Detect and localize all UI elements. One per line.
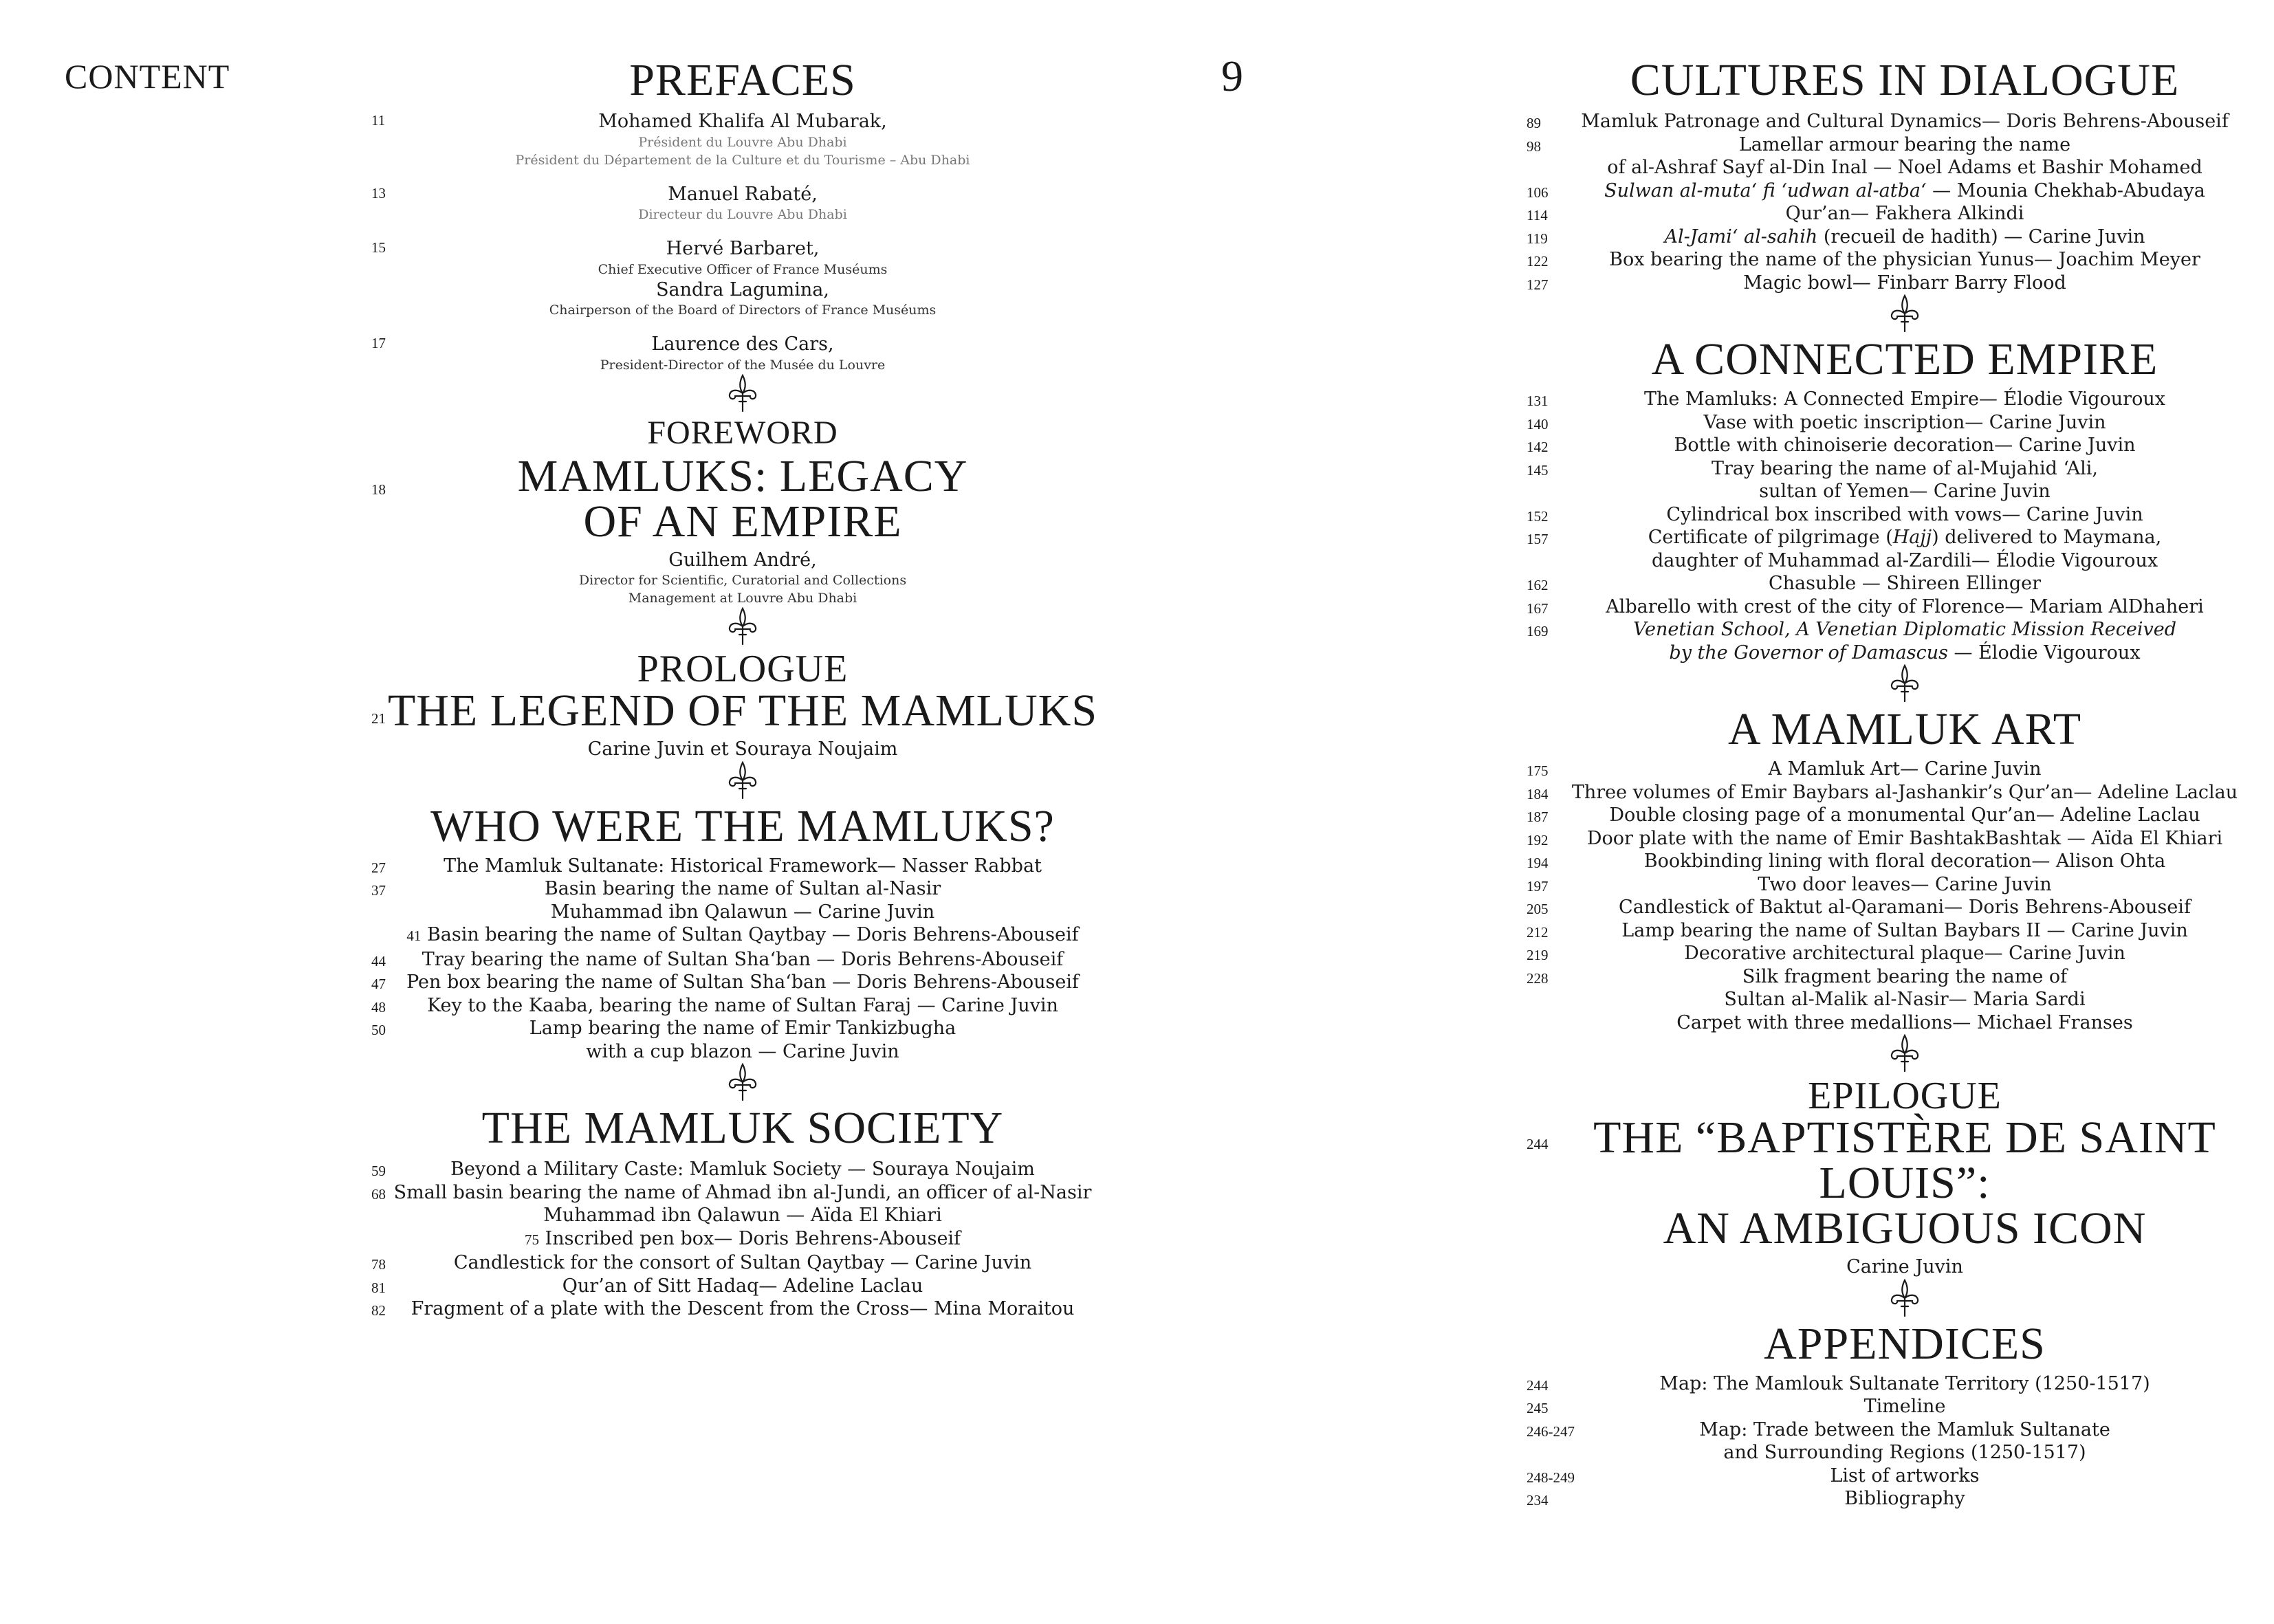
foreword-role: Management at Louvre Abu Dhabi [628,591,857,606]
page-ref: 11 [371,112,386,129]
toc-entry [1527,988,2274,1011]
preface-role: Président du Louvre Abu Dhabi [638,134,847,150]
entry-text: (recueil de hadith) — Carine Juvin [1817,226,2145,248]
entry-text: Qur’an— Fakhera Alkindi [1785,203,2024,224]
fleur-de-lis-icon [1527,1034,2274,1077]
toc-entry [1527,804,2274,827]
toc-entry [371,1158,1114,1181]
toc-entry [1527,919,2274,943]
left-column [371,0,1114,1321]
toc-entry [371,855,1114,878]
page-ref: 234 [1527,1492,1549,1508]
preface-role: Président du Département de la Culture et du Tourisme – Abu Dhabi [515,152,970,168]
preface-role: Directeur du Louvre Abu Dhabi [638,207,847,222]
toc-entry [1527,618,2274,641]
toc-entry [371,1017,1114,1040]
toc-entry [371,1227,1114,1252]
page-ref: 50 [371,1022,386,1038]
entry-text: Magic bowl— Finbarr Barry Flood [1743,272,2066,294]
page-ref: 162 [1527,577,1549,593]
entry-text: and Surrounding Regions (1250-1517) [1723,1442,2086,1463]
entry-text: Tray bearing the name of Sultan Sha‘ban — Doris Behrens-Abouseif [422,948,1064,970]
page-ref: 15 [371,239,386,256]
toc-entry [371,1297,1114,1321]
fleur-de-lis-icon [1527,664,2274,707]
entry-text: Vase with poetic inscription— Carine Juvin [1703,411,2106,433]
entry-text: Lamellar armour bearing the name [1738,133,2071,155]
toc-entry [1527,965,2274,989]
entry-text: Bottle with chinoiserie decoration— Carine Juvin [1674,435,2136,456]
page-ref: 119 [1527,230,1548,247]
foreword-title: MAMLUKS: LEGACY [517,450,968,501]
page-ref: 114 [1527,207,1548,223]
page-number: 9 [1221,52,1243,100]
preface-entry [371,110,1114,169]
foreword-entry [371,450,1114,608]
toc-entry [1527,226,2274,249]
connected-title: A CONNECTED EMPIRE [1651,334,2158,384]
entry-text: Small basin bearing the name of Ahmad ibn al-Jundi, an officer of al-Nasir [393,1181,1092,1203]
page-ref: 140 [1527,415,1549,432]
toc-entry [1527,827,2274,851]
page-ref: 127 [1527,276,1549,293]
page-ref: 68 [371,1185,386,1203]
page-ref: 167 [1527,600,1549,617]
entry-text: Basin bearing the name of Sultan Qaytbay — Doris Behrens-Abouseif [426,924,1079,945]
preface-role: Chairperson of the Board of Directors of France Muséums [549,303,937,318]
page-ref: 78 [371,1256,386,1273]
entry-text: sultan of Yemen— Carine Juvin [1759,481,2051,502]
toc-entry [371,923,1114,948]
entry-title-italic: by the Governor of Damascus [1669,641,1948,663]
entry-text: Fragment of a plate with the Descent from the Cross— Mina Moraitou [411,1298,1075,1319]
toc-entry [371,971,1114,994]
page-ref: 27 [371,859,386,876]
entry-text: List of artworks [1830,1464,1980,1486]
foreword-label: FOREWORD [647,414,838,451]
toc-entry [1527,133,2274,157]
epilogue-entry [1527,1112,2274,1279]
entry-text: Box bearing the name of the physician Yunus— Joachim Meyer [1609,249,2200,270]
fleur-de-lis-icon [371,761,1114,804]
preface-author: Mohamed Khalifa Al Mubarak, [598,111,887,132]
who-title: WHO WERE THE MAMLUKS? [430,800,1055,851]
toc-entry [1527,110,2274,133]
preface-role: Chief Executive Officer of France Muséums [598,261,888,277]
mamluk-art-title: A MAMLUK ART [1727,704,2082,754]
fleur-de-lis-icon [371,607,1114,650]
entry-text: Candlestick for the consort of Sultan Qaytbay — Carine Juvin [453,1252,1032,1273]
prologue-label: PROLOGUE [637,648,849,690]
fleur-de-lis-icon [1527,294,2274,337]
toc-entry [1527,896,2274,919]
preface-entry [371,237,1114,319]
preface-role: President-Director of the Musée du Louvre [600,357,886,373]
page-ref: 131 [1527,393,1549,409]
cultures-title: CULTURES IN DIALOGUE [1630,55,2180,105]
toc-entry [371,877,1114,901]
entry-text: Inscribed pen box— Doris Behrens-Abouseif [545,1227,961,1249]
page-ref: 244 [1527,1376,1549,1394]
entry-text: Tray bearing the name of al-Mujahid ‘Ali, [1712,457,2098,479]
toc-entry [371,901,1114,924]
entry-text: Basin bearing the name of Sultan al-Nasir [544,878,941,899]
toc-entry [371,1040,1114,1064]
page-ref: 47 [371,976,386,992]
toc-entry [1527,503,2274,527]
toc-entry [1527,156,2274,179]
toc-entry [1527,388,2274,411]
toc-entry [1527,434,2274,457]
toc-entry [1527,641,2274,665]
page-ref: 205 [1527,901,1549,917]
toc-entry [1527,1372,2274,1396]
page-ref: 228 [1527,969,1549,987]
page-ref: 219 [1527,947,1549,963]
toc-entry [1527,248,2274,272]
preface-author: Sandra Lagumina, [656,278,829,300]
fleur-de-lis-icon [371,374,1114,417]
page-ref: 21 [371,710,386,727]
page-ref: 142 [1527,439,1549,455]
epilogue-author: Carine Juvin [1846,1256,1963,1277]
entry-text: Lamp bearing the name of Emir Tankizbugha [529,1018,956,1039]
entry-text: A Mamluk Art— Carine Juvin [1768,758,2042,780]
right-column [1527,0,2274,1511]
entry-text: Chasuble — Shireen Ellinger [1769,573,2041,594]
toc-entry [1527,781,2274,804]
entry-text: Lamp bearing the name of Sultan Baybars II — Carine Juvin [1621,919,2188,941]
preface-author: Hervé Barbaret, [666,238,820,259]
epilogue-title: THE “BAPTISTÈRE DE SAINT LOUIS”: [1593,1112,2216,1208]
page-ref: 81 [371,1279,386,1296]
toc-entry [1527,873,2274,897]
toc-entry [1527,1418,2274,1442]
toc-entry [1527,758,2274,781]
entry-text: daughter of Muhammad al-Zardili— Élodie Vigouroux [1651,549,2158,571]
page-ref: 246-247 [1527,1423,1575,1440]
prefaces-title: PREFACES [629,55,856,105]
entry-text: Map: The Mamlouk Sultanate Territory (1250-1517) [1659,1372,2150,1394]
toc-entry [371,948,1114,972]
page-ref: 37 [371,882,386,899]
toc-entry [1527,549,2274,573]
page-ref: 44 [371,952,386,969]
appendices-title: APPENDICES [1764,1318,2046,1369]
page-ref: 152 [1527,507,1549,525]
preface-author: Manuel Rabaté, [668,183,818,205]
toc-entry [1527,526,2274,549]
preface-author: Laurence des Cars, [651,333,834,355]
entry-text: Cylindrical box inscribed with vows— Carine Juvin [1666,503,2143,525]
page-ref: 248-249 [1527,1469,1575,1486]
entry-title-italic: Venetian School, A Venetian Diplomatic Mission Received [1632,619,2176,640]
entry-text: ) delivered to Maymana, [1932,527,2162,548]
page-ref: 17 [371,335,386,351]
page-ref: 106 [1527,184,1549,201]
toc-entry [1527,272,2274,295]
page-ref: 48 [371,998,386,1016]
entry-text: — Mounia Chekhab-Abudaya [1926,179,2205,201]
page-ref: 187 [1527,809,1549,825]
entry-text: Bibliography [1844,1488,1965,1509]
page-ref: 245 [1527,1400,1549,1416]
page-ref: 194 [1527,855,1549,871]
society-title: THE MAMLUK SOCIETY [481,1103,1004,1153]
foreword-author: Guilhem André, [668,549,817,571]
entry-title-italic: Sulwan al-muta‘ fi ‘udwan al-atba‘ [1604,179,1927,201]
entry-text: Silk fragment bearing the name of [1742,965,2068,987]
foreword-role: Director for Scientific, Curatorial and Collections [578,573,907,588]
page-ref: 41 [406,928,422,944]
entry-text: Albarello with crest of the city of Florence— Mariam AlDhaheri [1606,595,2204,617]
entry-text: Bookbinding lining with floral decoration— Alison Ohta [1643,851,2166,872]
entry-text: Carpet with three medallions— Michael Franses [1676,1011,2133,1033]
entry-text: Beyond a Military Caste: Mamluk Society — Souraya Noujaim [450,1159,1035,1180]
page-ref: 175 [1527,762,1549,779]
toc-entry [1527,850,2274,873]
page-ref: 82 [371,1302,386,1319]
page-ref: 184 [1527,785,1549,802]
entry-title-italic: Al-Jami‘ al-sahih [1664,226,1818,248]
toc-entry [1527,942,2274,965]
toc-entry [371,1275,1114,1298]
toc-entry [1527,595,2274,619]
entry-text: Two door leaves— Carine Juvin [1758,873,2052,895]
entry-title-italic: Hajj [1892,527,1932,548]
page-ref: 59 [371,1163,386,1179]
fleur-de-lis-icon [371,1063,1114,1106]
entry-text: Timeline [1863,1396,1946,1417]
contents-label: CONTENT [65,57,230,96]
entry-text: Decorative architectural plaque— Carine Juvin [1684,943,2125,964]
page-ref: 197 [1527,877,1549,895]
entry-text: with a cup blazon — Carine Juvin [586,1040,899,1062]
page-ref: 98 [1527,138,1541,155]
entry-text: — Élodie Vigouroux [1947,641,2141,663]
entry-text: Muhammad ibn Qalawun — Carine Juvin [550,901,935,923]
toc-entry [1527,572,2274,595]
toc-entry [1527,480,2274,503]
epilogue-label: EPILOGUE [1808,1075,2002,1117]
toc-entry [1527,1011,2274,1035]
prologue-title: THE LEGEND OF THE MAMLUKS [387,685,1098,736]
toc-entry [1527,1464,2274,1488]
entry-text: Key to the Kaaba, bearing the name of Sultan Faraj — Carine Juvin [427,994,1058,1016]
toc-entry [1527,202,2274,226]
page-ref: 18 [371,481,386,498]
fleur-de-lis-icon [1527,1279,2274,1321]
entry-text: Muhammad ibn Qalawun — Aïda El Khiari [543,1205,942,1226]
entry-text-pre: Certificate of pilgrimage ( [1648,527,1893,548]
toc-entry [371,994,1114,1018]
entry-text: Double closing page of a monumental Qur’an— Adeline Laclau [1609,804,2200,826]
entry-text: Candlestick of Baktut al-Qaramani— Doris Behrens-Abouseif [1619,897,2191,918]
toc-entry [1527,411,2274,435]
entry-text: Sultan al-Malik al-Nasir— Maria Sardi [1724,989,2086,1010]
prologue-entry [371,685,1114,761]
toc-entry [371,1204,1114,1227]
page-ref: 157 [1527,531,1549,547]
page-ref: 244 [1527,1136,1549,1152]
epilogue-title: AN AMBIGUOUS ICON [1663,1203,2147,1253]
toc-entry [1527,1487,2274,1511]
toc-entry [371,1181,1114,1205]
page-ref: 13 [371,184,386,201]
entry-text: Door plate with the name of Emir BashtakBashtak — Aïda El Khiari [1586,827,2223,849]
toc-entry [1527,457,2274,481]
entry-text: Mamluk Patronage and Cultural Dynamics— Doris Behrens-Abouseif [1581,111,2229,132]
preface-entry [371,333,1114,374]
page-ref: 192 [1527,831,1549,848]
page-ref: 75 [524,1231,539,1248]
entry-text: Map: Trade between the Mamluk Sultanate [1699,1418,2110,1440]
page-ref: 89 [1527,115,1541,131]
page-ref: 145 [1527,461,1549,479]
preface-entry [371,183,1114,224]
page-ref: 212 [1527,923,1549,941]
entry-text: Pen box bearing the name of Sultan Sha‘ban — Doris Behrens-Abouseif [406,972,1079,993]
page-ref: 122 [1527,253,1549,270]
entry-text: The Mamluk Sultanate: Historical Framework— Nasser Rabbat [444,855,1042,877]
entry-text: The Mamluks: A Connected Empire— Élodie Vigouroux [1644,388,2165,410]
prologue-authors: Carine Juvin et Souraya Noujaim [587,738,898,760]
entry-text: Qur’an of Sitt Hadaq— Adeline Laclau [562,1275,923,1297]
entry-text: of al-Ashraf Sayf al-Din Inal — Noel Adams et Bashir Mohamed [1607,157,2202,178]
toc-entry [1527,179,2274,203]
entry-text: Three volumes of Emir Baybars al-Jashankir’s Qur’an— Adeline Laclau [1571,781,2238,803]
toc-entry [371,1251,1114,1275]
toc-entry [1527,1395,2274,1418]
page-ref: 169 [1527,623,1549,639]
foreword-title: OF AN EMPIRE [583,496,902,547]
toc-entry [1527,1441,2274,1464]
